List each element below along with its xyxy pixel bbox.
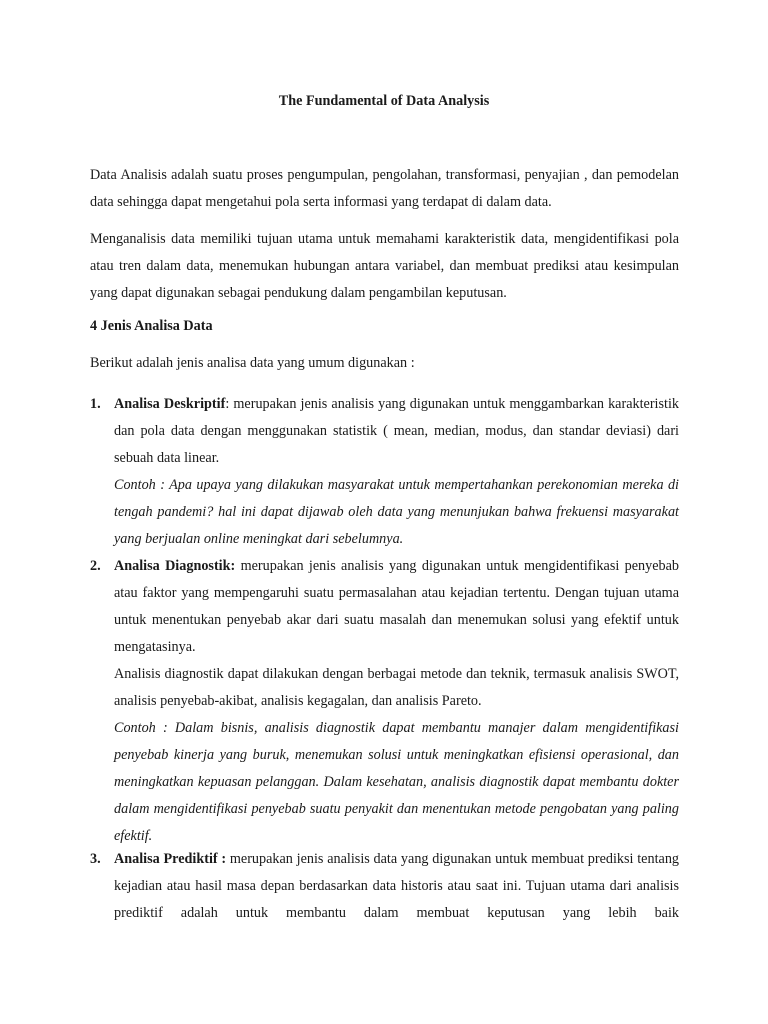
item-description <box>114 391 679 472</box>
item-description-text: : merupakan jenis analisis yang digunakan untuk menggambarkan karakteristik dan pola data dengan menggunakan statistik ( mean, median, modus, dan standar deviasi) dari sebuah data linear. <box>114 396 679 466</box>
list-item-body <box>114 553 679 850</box>
item-term: Analisa Diagnostik: <box>114 558 236 574</box>
item-extra: Analisis diagnostik dapat dilakukan dengan berbagai metode dan teknik, termasuk analisis SWOT, analisis penyebab-akibat, analisis kegagalan, dan analisis Pareto. <box>114 666 679 709</box>
item-example: Contoh : Apa upaya yang dilakukan masyarakat untuk mempertahankan perekonomian mereka di tengah pandemi? hal ini dapat dijawab oleh data yang menunjukan bahwa frekuensi masyarakat yang berjualan online meningkat dari sebelumnya. <box>114 477 679 547</box>
list-item-body <box>114 391 679 553</box>
item-description-text: merupakan jenis analisis data yang digunakan untuk membuat prediksi tentang kejadian atau hasil masa depan berdasarkan data historis atau saat ini. Tujuan utama dari analisis prediktif adalah untuk membantu dalam membuat keputusan yang lebih baik <box>114 851 680 921</box>
list-item-predictive <box>90 846 679 927</box>
list-item-descriptive <box>90 391 679 553</box>
list-number: 2. <box>90 558 101 574</box>
section-intro: Berikut adalah jenis analisa data yang umum digunakan : <box>90 355 415 371</box>
paragraph-purpose: Menganalisis data memiliki tujuan utama untuk memahami karakteristik data, mengidentifikasi pola atau tren dalam data, menemukan hubungan antara variabel, dan membuat prediksi atau kesimpulan yang dapat digunakan sebagai pendukung dalam pengambilan keputusan. <box>90 231 679 301</box>
item-term: Analisa Deskriptif <box>114 396 226 412</box>
list-number: 3. <box>90 851 101 867</box>
item-description <box>114 553 679 661</box>
item-description <box>114 846 679 927</box>
item-term: Analisa Prediktif : <box>114 851 227 867</box>
section-heading: 4 Jenis Analisa Data <box>90 318 213 334</box>
item-description-text: merupakan jenis analisis yang digunakan untuk mengidentifikasi penyebab atau faktor yang mempengaruhi suatu permasalahan atau kejadian tertentu. Dengan tujuan utama untuk menentukan penyebab akar dari suatu masalah dan menemukan solusi yang efektif untuk mengatasinya. <box>114 558 679 655</box>
paragraph-definition: Data Analisis adalah suatu proses pengumpulan, pengolahan, transformasi, penyajian , dan pemodelan data sehingga dapat mengetahui pola serta informasi yang terdapat di dalam data. <box>90 167 679 210</box>
list-number: 1. <box>90 396 101 412</box>
list-item-body <box>114 846 679 927</box>
document-title: The Fundamental of Data Analysis <box>278 93 490 109</box>
list-item-diagnostic <box>90 553 679 850</box>
item-example: Contoh : Dalam bisnis, analisis diagnostik dapat membantu manajer dalam mengidentifikasi penyebab kinerja yang buruk, menemukan solusi untuk meningkatkan efisiensi operasional, dan meningkatkan kepuasan pelanggan. Dalam kesehatan, analisis diagnostik dapat membantu dokter dalam mengidentifikasi penyebab suatu penyakit dan menentukan metode pengobatan yang paling efektif. <box>114 720 679 844</box>
